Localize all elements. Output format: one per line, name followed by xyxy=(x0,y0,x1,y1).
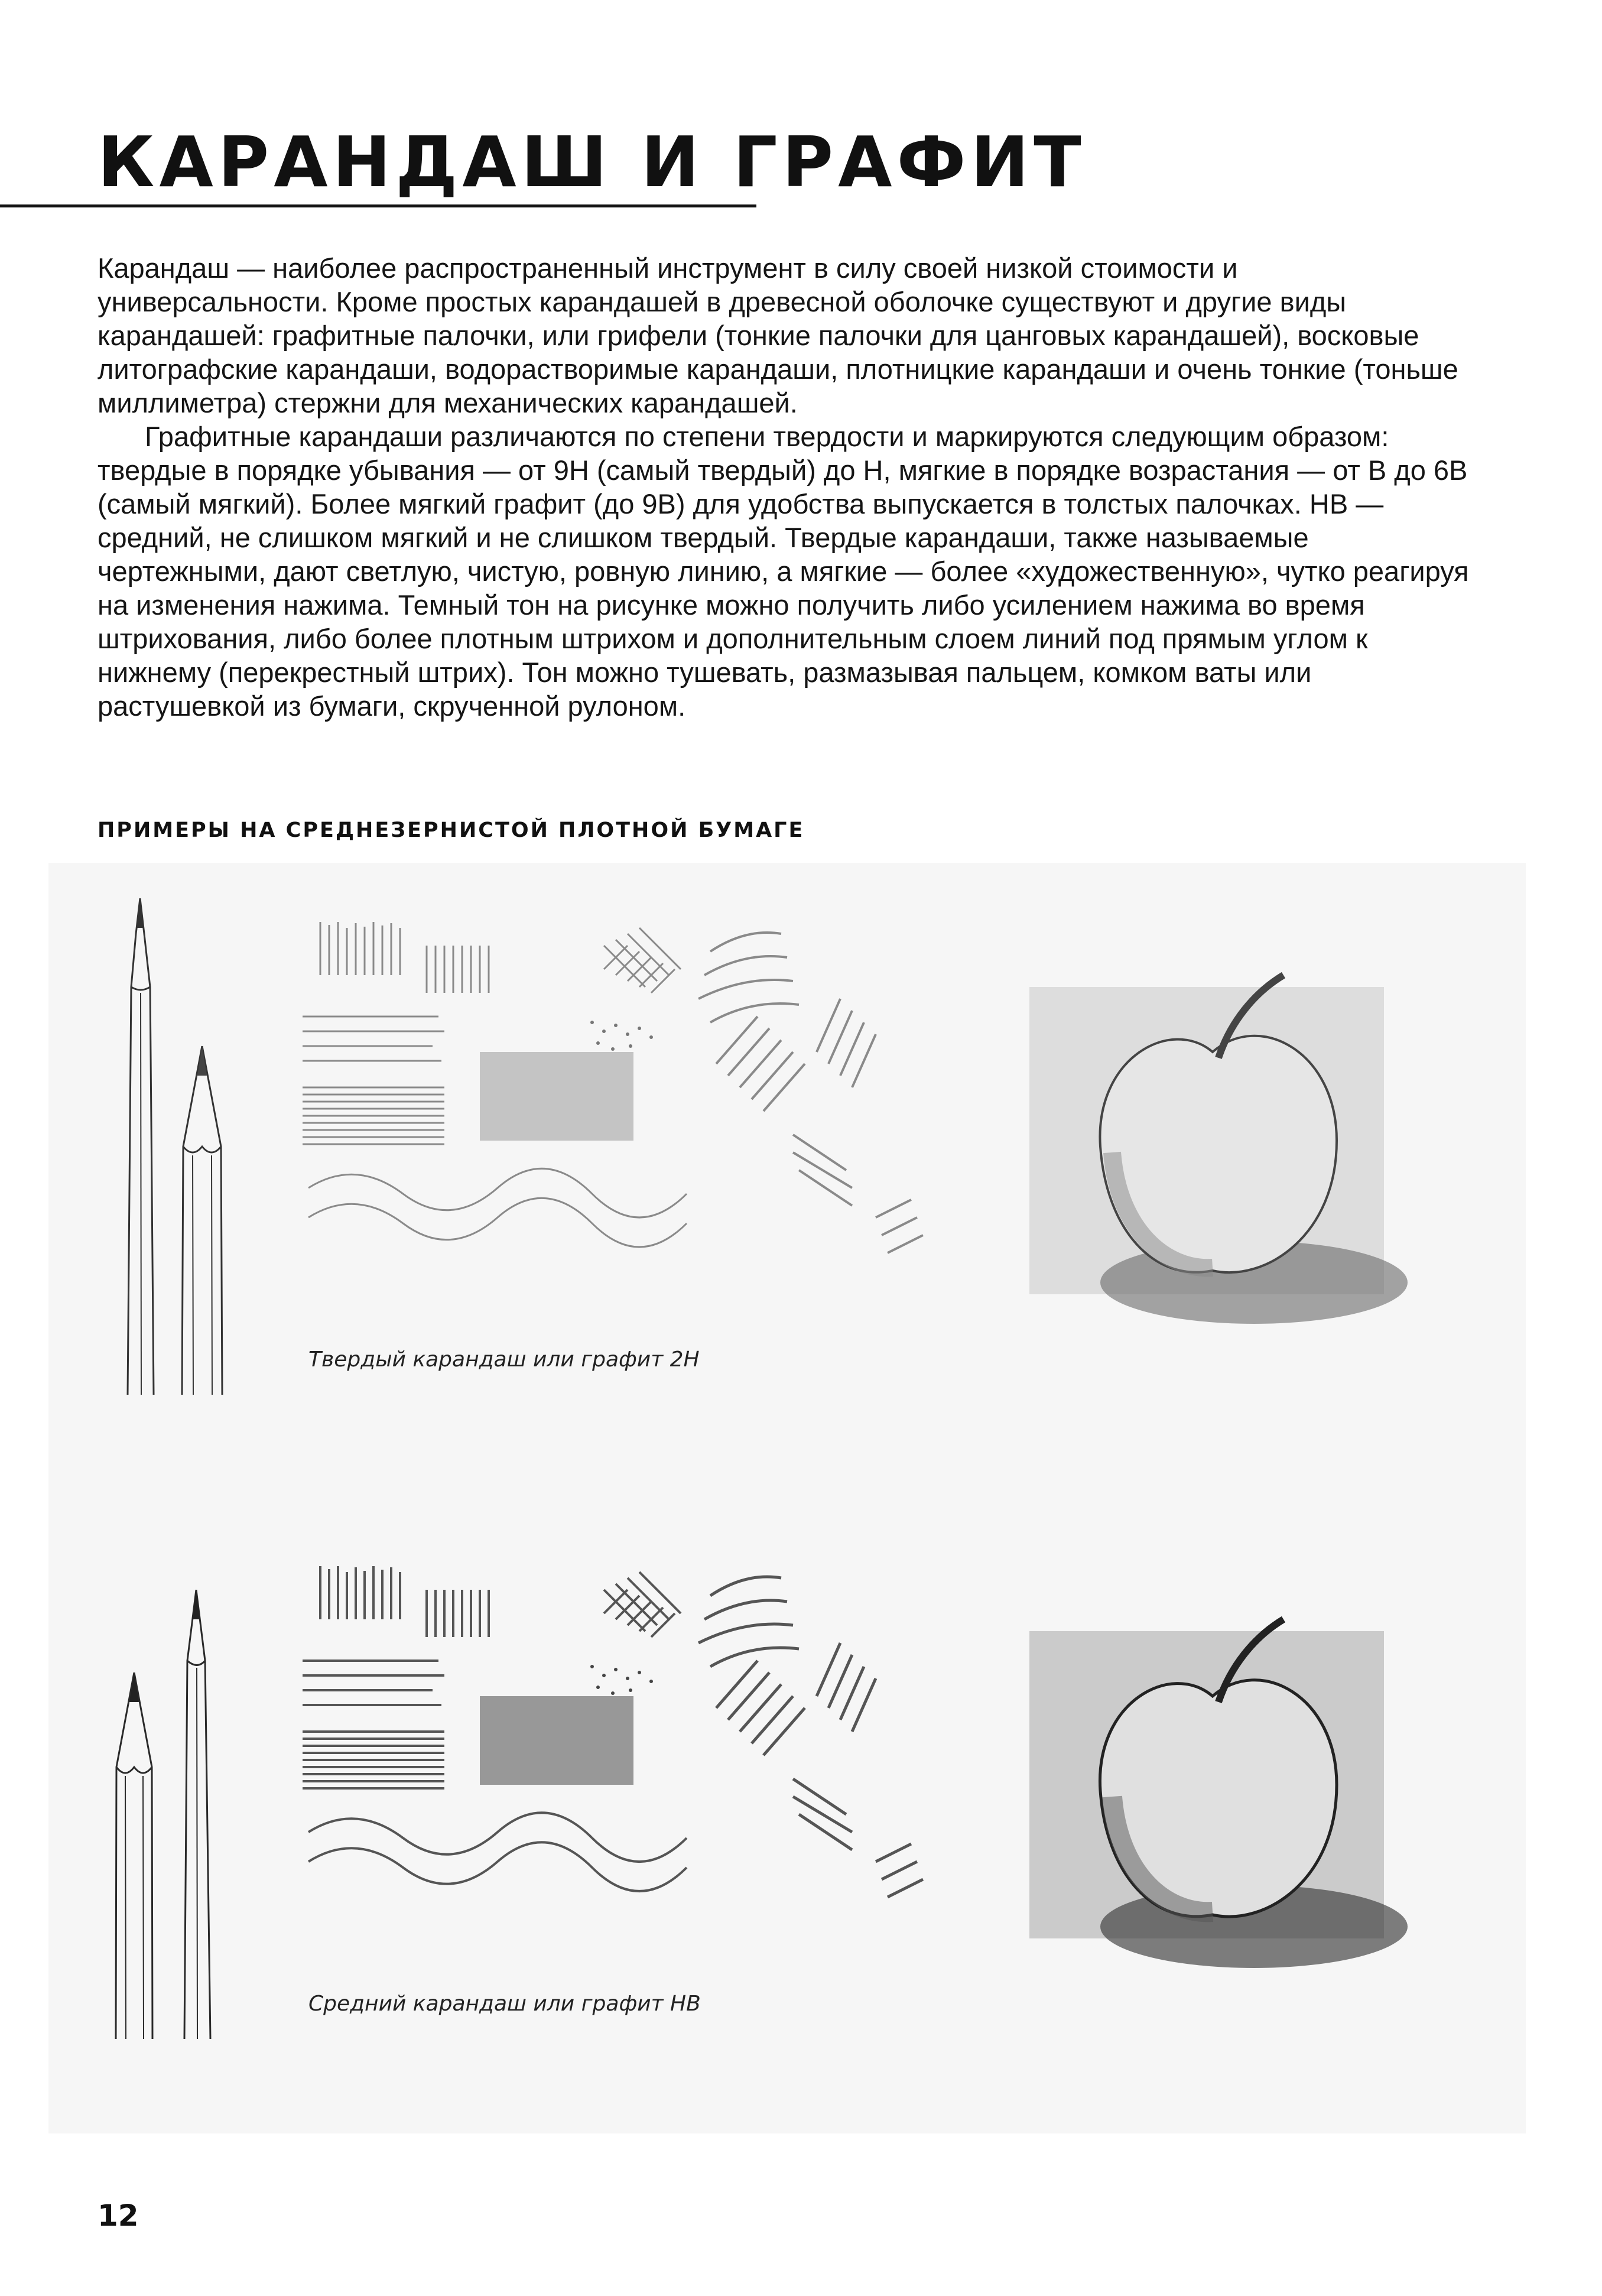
caption-medium-pencil: Средний карандаш или графит НВ xyxy=(308,1992,701,2016)
examples-heading: ПРИМЕРЫ НА СРЕДНЕЗЕРНИСТОЙ ПЛОТНОЙ БУМАГЕ xyxy=(98,819,805,842)
caption-hard-pencil: Твердый карандаш или графит 2Н xyxy=(308,1347,700,1372)
example-hard-pencil xyxy=(48,898,1526,1430)
paragraph-hardness: Графитные карандаши различаются по степени твердости и маркируются следующим образом: твердые в порядке убывания — от 9Н (самый твердый) до Н, мягкие в порядке возрастания — от В до 6В (самый мягкий). Более мягкий графит (до 9В) для удобства выпускается в толстых палочках. НВ — средний, не слишком мягкий и не слишком твердый. Твердые карандаши, также называемые чертежными, дают светлую, чистую, ровную линию, а мягкие — более «художественную», чутко реагируя на изменения нажима. Темный тон на рисунке можно получить либо усилением нажима во время штрихования, либо более плотным штрихом и дополнительным слоем линий под прямым углом к нижнему (перекрестный штрих). Тон можно тушевать, размазывая пальцем, комком ваты или растушевкой из бумаги, скрученной рулоном. xyxy=(98,421,1469,722)
tone-patch xyxy=(480,1696,633,1785)
examples-panel xyxy=(48,863,1526,2133)
body-text xyxy=(98,251,1474,723)
tone-patch xyxy=(480,1052,633,1141)
stroke-samples xyxy=(285,1554,994,1956)
apple-sketch xyxy=(1006,951,1431,1365)
apple-sketch xyxy=(1006,1596,1431,2009)
paragraph-intro: Карандаш — наиболее распространенный инструмент в силу своей низкой стоимости и универсальности. Кроме простых карандашей в древесной оболочке существуют и другие виды карандашей: графитные палочки, или грифели (тонкие палочки для цанговых карандашей), восковые литографские карандаши, водорастворимые карандаши, плотницкие карандаши и очень тонкие (тоньше миллиметра) стержни для механических карандашей. xyxy=(98,252,1458,418)
stroke-samples xyxy=(285,910,994,1312)
pencils-illustration xyxy=(84,1542,238,2039)
pencils-illustration xyxy=(84,898,238,1395)
page-number: 12 xyxy=(98,2198,139,2233)
page-title: КАРАНДАШ И ГРАФИТ xyxy=(98,121,1086,203)
example-medium-pencil xyxy=(48,1542,1526,2074)
title-underline xyxy=(0,204,756,207)
